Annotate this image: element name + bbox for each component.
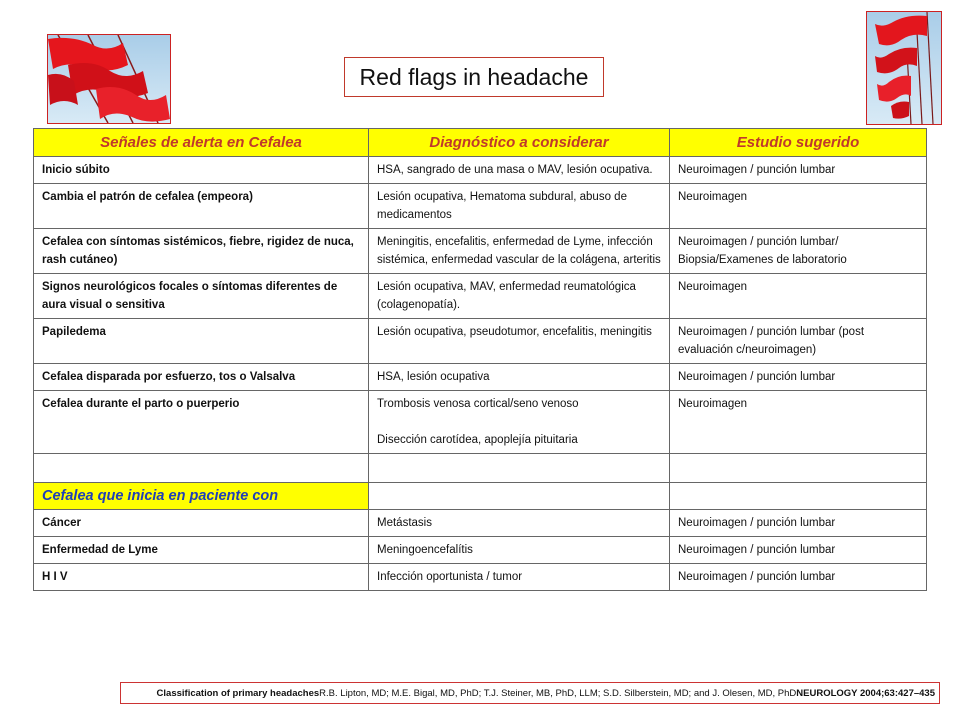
diagnosis-line: Trombosis venosa cortical/seno venoso [377,398,579,410]
diagnosis-line: Disección carotídea, apoplejía pituitaria [377,434,578,446]
patient-condition-cell: H I V [34,564,369,591]
diagnosis-cell: Metástasis [369,510,670,537]
study-cell: Neuroimagen [670,274,927,319]
header-diagnosis: Diagnóstico a considerar [369,129,670,157]
header-suggested-study: Estudio sugerido [670,129,927,157]
warning-sign-cell: Cefalea durante el parto o puerperio [34,391,369,454]
red-flags-photo-left [47,34,171,124]
citation-authors: R.B. Lipton, MD; M.E. Bigal, MD, PhD; T.J. Steiner, MB, PhD, LLM; S.D. Silberstein, MD; and J. Olesen, MD, PhD [319,687,797,699]
table-row [34,184,927,229]
study-cell: Neuroimagen / punción lumbar/ Biopsia/Examenes de laboratorio [670,229,927,274]
warning-sign-cell: Signos neurológicos focales o síntomas diferentes de aura visual o sensitiva [34,274,369,319]
table-row [34,157,927,184]
header-warning-signs: Señales de alerta en Cefalea [34,129,369,157]
diagnosis-cell [369,391,670,454]
table-row [34,319,927,364]
study-cell: Neuroimagen [670,391,927,454]
diagnosis-cell: Meningitis, encefalitis, enfermedad de Lyme, infección sistémica, enfermedad vascular de la colágena, arteritis [369,229,670,274]
diagnosis-cell: Lesión ocupativa, Hematoma subdural, abuso de medicamentos [369,184,670,229]
table-header-row [34,129,927,157]
warning-sign-cell: Cefalea disparada por esfuerzo, tos o Valsalva [34,364,369,391]
table-row [34,564,927,591]
study-cell: Neuroimagen / punción lumbar [670,564,927,591]
table-row [34,391,927,454]
table-row [34,364,927,391]
study-cell: Neuroimagen / punción lumbar [670,537,927,564]
red-flags-table [33,128,927,591]
warning-sign-cell: Cefalea con síntomas sistémicos, fiebre, rigidez de nuca, rash cutáneo) [34,229,369,274]
table-row [34,537,927,564]
warning-sign-cell: Inicio súbito [34,157,369,184]
study-cell: Neuroimagen / punción lumbar [670,510,927,537]
diagnosis-cell: HSA, lesión ocupativa [369,364,670,391]
blank-row [34,454,927,483]
citation-lead: Classification of primary headaches [156,687,320,699]
patient-condition-cell: Enfermedad de Lyme [34,537,369,564]
table-row [34,274,927,319]
diagnosis-cell: Infección oportunista / tumor [369,564,670,591]
study-cell: Neuroimagen / punción lumbar (post evaluación c/neuroimagen) [670,319,927,364]
study-cell: Neuroimagen / punción lumbar [670,157,927,184]
page-title: Red flags in headache [344,57,604,97]
section-row [34,483,927,510]
citation-box [120,682,940,704]
patient-condition-cell: Cáncer [34,510,369,537]
diagnosis-cell: Lesión ocupativa, MAV, enfermedad reumatológica (colagenopatía). [369,274,670,319]
diagnosis-cell: Lesión ocupativa, pseudotumor, encefalitis, meningitis [369,319,670,364]
table-row [34,229,927,274]
diagnosis-cell: Meningoencefalítis [369,537,670,564]
study-cell: Neuroimagen [670,184,927,229]
section-label: Cefalea que inicia en paciente con [34,483,369,510]
diagnosis-cell: HSA, sangrado de una masa o MAV, lesión ocupativa. [369,157,670,184]
warning-sign-cell: Cambia el patrón de cefalea (empeora) [34,184,369,229]
citation-journal: NEUROLOGY 2004;63:427–435 [796,687,935,699]
table-row [34,510,927,537]
warning-sign-cell: Papiledema [34,319,369,364]
study-cell: Neuroimagen / punción lumbar [670,364,927,391]
red-flags-photo-right [866,11,942,125]
